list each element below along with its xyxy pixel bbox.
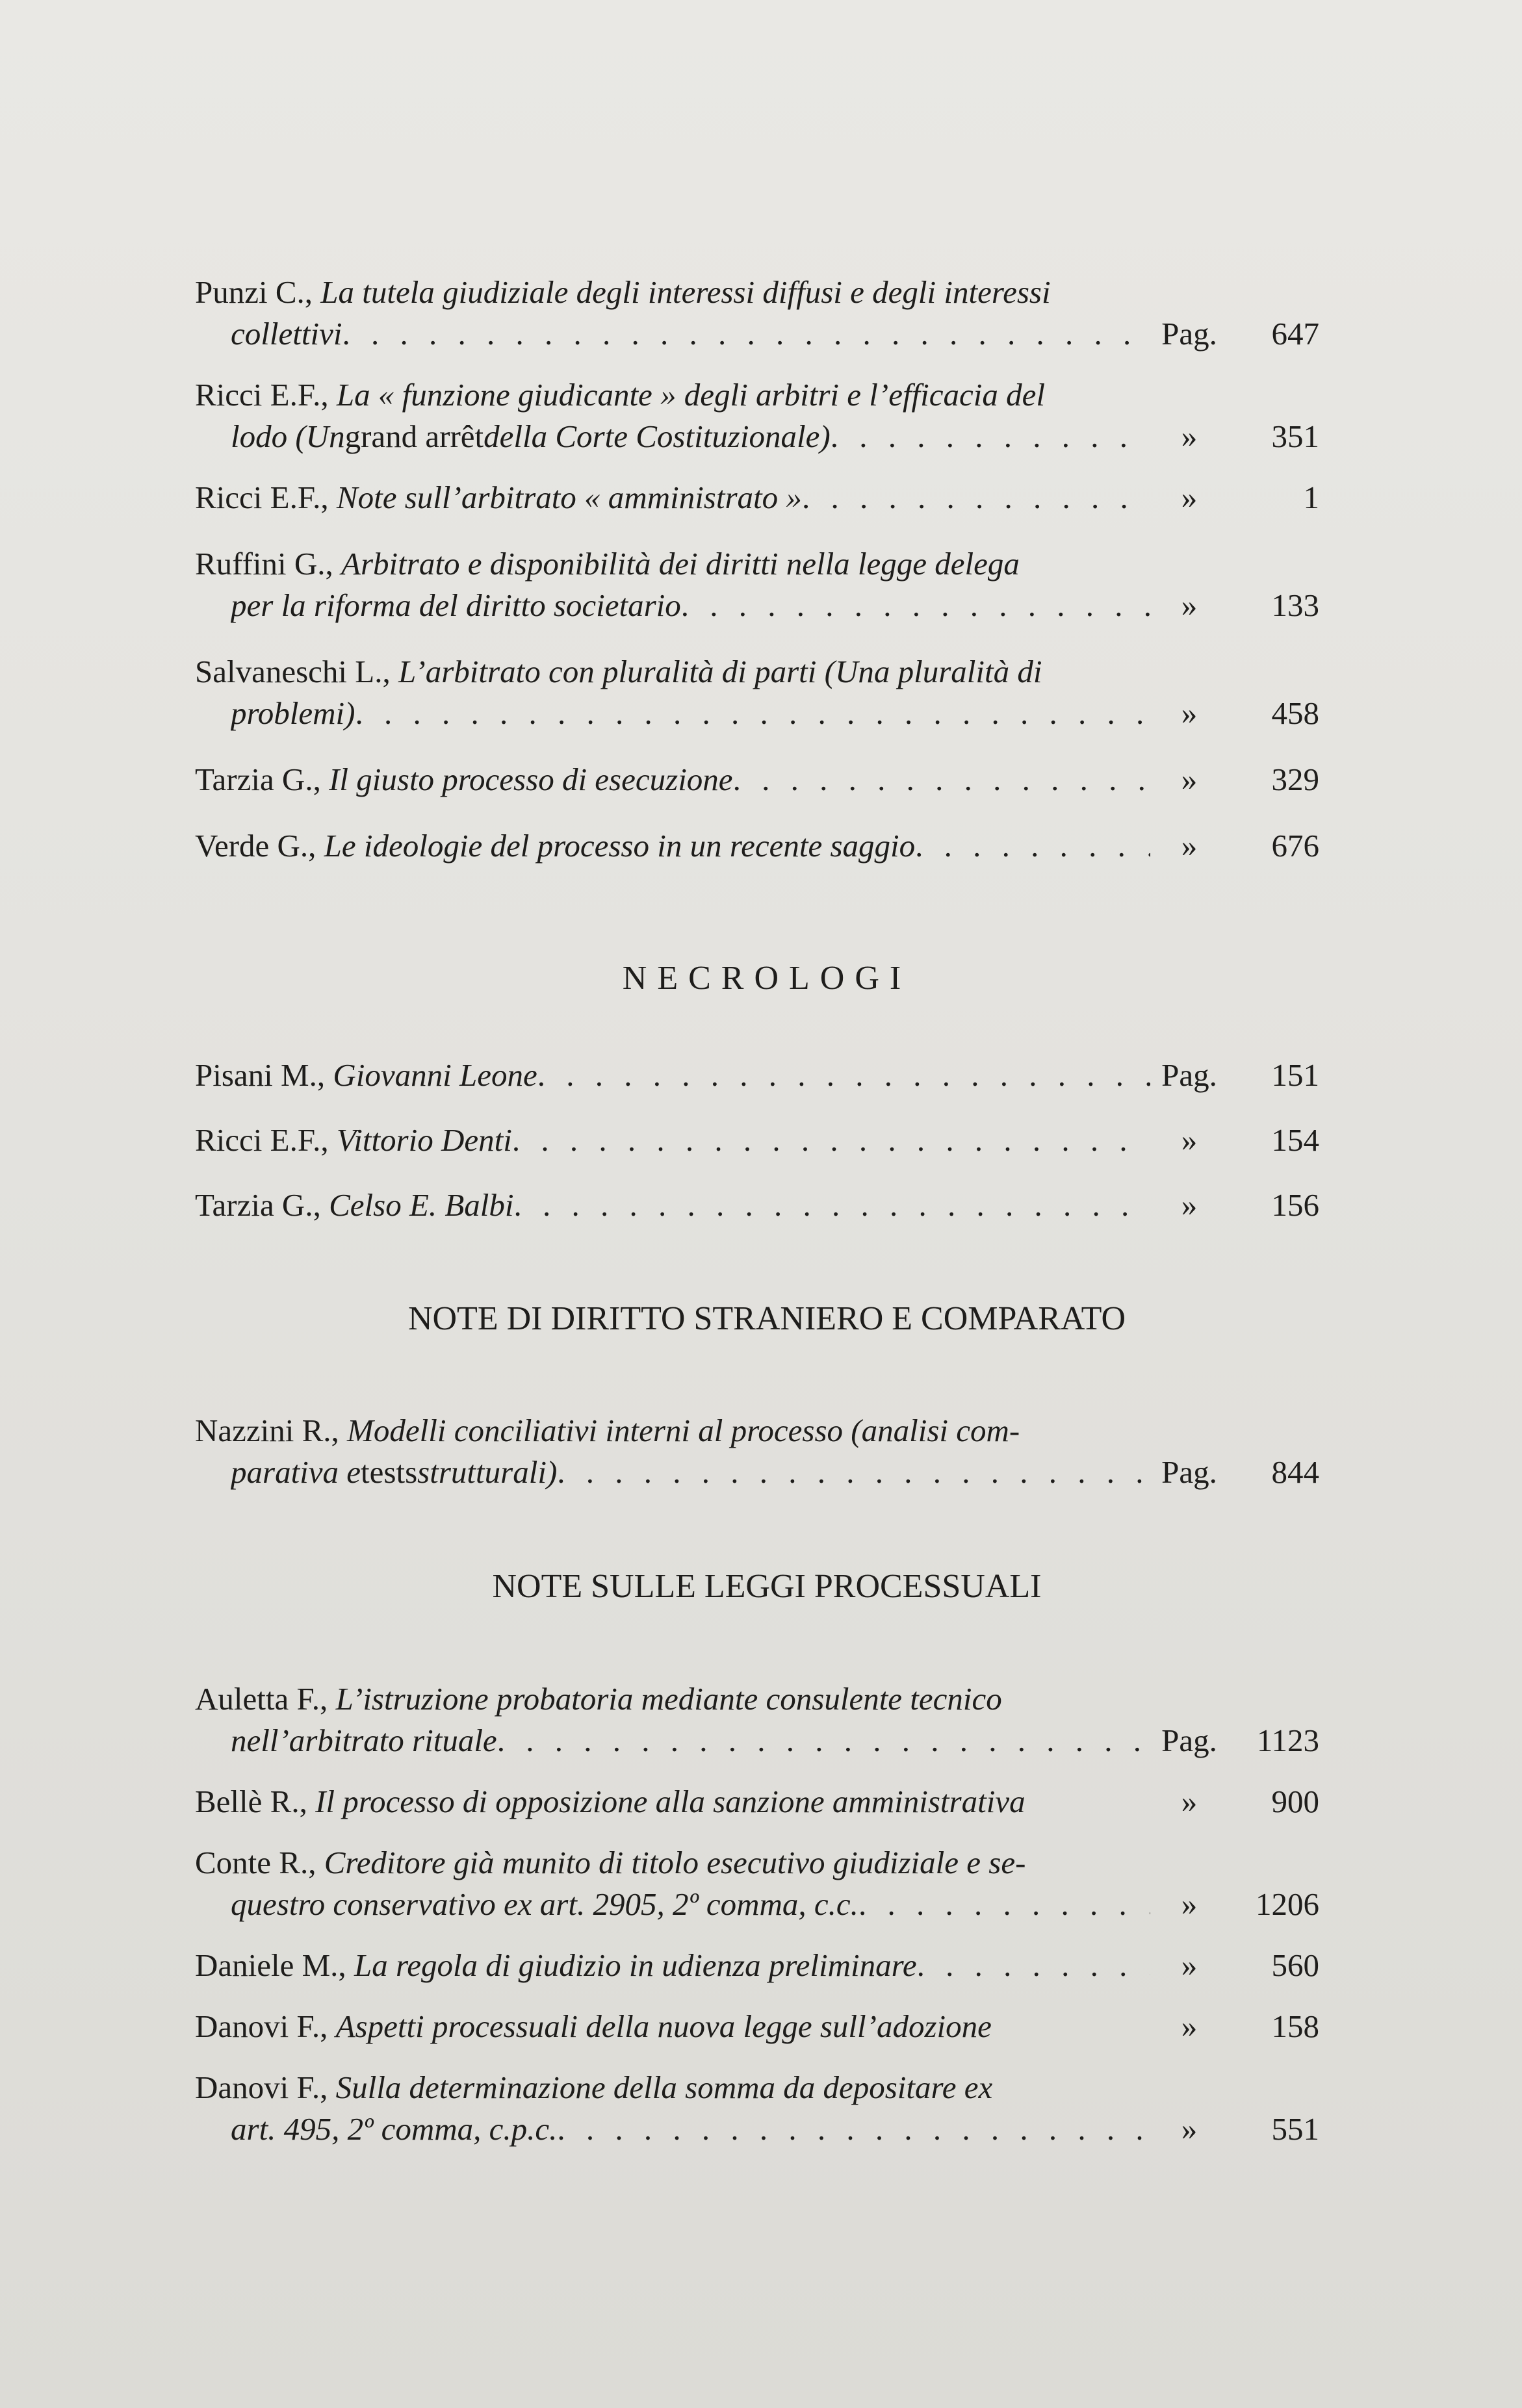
toc-entry (195, 1678, 1339, 1761)
toc-section-necrologi (195, 1055, 1339, 1226)
entry-ref: Pag. (1161, 1454, 1217, 1490)
entry-author: Nazzini R., (195, 1413, 339, 1448)
section-heading-leggi-processuali: NOTE SULLE LEGGI PROCESSUALI (492, 1568, 1042, 1605)
entry-author: Ricci E.F., (195, 480, 329, 515)
entry-title: Creditore già munito di titolo esecutivo giudiziale e se- (324, 1845, 1026, 1880)
entry-ref: » (1181, 1886, 1198, 1922)
entry-author: Auletta F., (195, 1681, 328, 1717)
entry-title: Modelli conciliativi interni al processo (analisi com- (347, 1413, 1020, 1448)
entry-ref: Pag. (1161, 316, 1217, 352)
entry-title: Sulla determinazione della somma da depositare ex (335, 2069, 993, 2105)
entry-author: Danovi F., (195, 2008, 328, 2044)
entry-title: Celso E. Balbi (329, 1187, 514, 1223)
entry-title-cont: art. 495, 2º comma, c.p.c. (231, 2111, 558, 2147)
entry-title-cont: lodo (Un (231, 418, 345, 454)
entry-author: Ricci E.F., (195, 377, 329, 413)
entry-page-number: 1206 (1256, 1886, 1319, 1922)
toc-section-authors (195, 272, 1339, 867)
entry-author: Bellè R., (195, 1784, 307, 1819)
entry-ref: » (1181, 480, 1198, 515)
entry-page-number: 551 (1271, 2111, 1319, 2147)
entry-page-number: 351 (1271, 418, 1319, 454)
entry-title-roman: grand arrêt (344, 418, 484, 454)
entry-page-number: 676 (1271, 828, 1319, 864)
entry-author: Daniele M., (195, 1947, 346, 1983)
toc-entry (195, 651, 1339, 734)
entry-title: La regola di giudizio in udienza preliminare (354, 1947, 917, 1983)
entry-page-number: 900 (1271, 1784, 1319, 1819)
toc-entry (195, 1945, 1339, 1986)
toc-entry (195, 1410, 1339, 1493)
entry-author: Salvaneschi L., (195, 654, 391, 689)
entry-page-number: 133 (1271, 587, 1319, 623)
entry-title-cont: problemi) (231, 695, 355, 731)
entry-ref: » (1181, 2111, 1198, 2147)
toc-entry (195, 825, 1339, 867)
entry-ref: Pag. (1161, 1723, 1217, 1758)
entry-page-number: 1123 (1256, 1723, 1319, 1758)
entry-ref: » (1181, 418, 1198, 454)
entry-title: L’istruzione probatoria mediante consulente tecnico (335, 1681, 1002, 1717)
entry-page-number: 156 (1271, 1187, 1319, 1223)
entry-ref: » (1181, 762, 1198, 797)
entry-title: La « funzione giudicante » degli arbitri e l’efficacia del (336, 377, 1046, 413)
toc-entry (195, 2067, 1339, 2150)
entry-author: Tarzia G., (195, 1187, 321, 1223)
entry-author: Verde G., (195, 828, 316, 864)
entry-title: Il giusto processo di esecuzione (329, 762, 733, 797)
toc-entry (195, 272, 1339, 355)
entry-ref: » (1181, 1187, 1198, 1223)
entry-page-number: 844 (1271, 1454, 1319, 1490)
entry-title-cont: nell’arbitrato rituale (231, 1723, 497, 1758)
entry-page-number: 329 (1271, 762, 1319, 797)
toc-entry (195, 2006, 1339, 2047)
entry-page-number: 647 (1271, 316, 1319, 352)
entry-page-number: 1 (1303, 480, 1319, 515)
entry-page-number: 458 (1271, 695, 1319, 731)
entry-author: Tarzia G., (195, 762, 321, 797)
toc-entry (195, 1055, 1339, 1096)
entry-page-number: 560 (1271, 1947, 1319, 1983)
entry-ref: » (1181, 695, 1198, 731)
entry-author: Ricci E.F., (195, 1122, 329, 1158)
entry-page-number: 158 (1271, 2008, 1319, 2044)
entry-title: Le ideologie del processo in un recente saggio (324, 828, 916, 864)
entry-author: Pisani M., (195, 1057, 326, 1093)
entry-title: Aspetti processuali della nuova legge sull’adozione (335, 2008, 992, 2044)
entry-author: Ruffini G., (195, 546, 333, 582)
entry-ref: » (1181, 1122, 1198, 1158)
entry-title-cont: questro conservativo ex art. 2905, 2º comma, c.c. (231, 1886, 858, 1922)
entry-ref: Pag. (1161, 1057, 1217, 1093)
entry-ref: » (1181, 2008, 1198, 2044)
entry-page-number: 151 (1271, 1057, 1319, 1093)
toc-entry (195, 1185, 1339, 1226)
entry-title: La tutela giudiziale degli interessi diffusi e degli interessi (320, 274, 1051, 310)
toc-entry (195, 374, 1339, 457)
toc-entry (195, 759, 1339, 801)
entry-ref: » (1181, 587, 1198, 623)
entry-title: Note sull’arbitrato « amministrato » (336, 480, 802, 515)
toc-section-leggi-processuali (195, 1678, 1339, 2150)
entry-page-number: 154 (1271, 1122, 1319, 1158)
entry-title: L’arbitrato con pluralità di parti (Una pluralità di (398, 654, 1042, 689)
entry-title: Giovanni Leone (333, 1057, 537, 1093)
entry-title-roman: tests (361, 1454, 418, 1490)
entry-ref: » (1181, 1784, 1198, 1819)
entry-title: Il processo di opposizione alla sanzione amministrativa (315, 1784, 1025, 1819)
toc-entry (195, 1842, 1339, 1925)
toc-entry (195, 1120, 1339, 1161)
entry-title: Arbitrato e disponibilità dei diritti nella legge delega (341, 546, 1020, 582)
entry-title-cont: strutturali) (417, 1454, 558, 1490)
section-heading-diritto-straniero: NOTE DI DIRITTO STRANIERO E COMPARATO (407, 1300, 1126, 1337)
entry-title-cont: per la riforma del diritto societario (231, 587, 681, 623)
toc-section-diritto-straniero (195, 1410, 1339, 1493)
entry-title-cont: parativa e (231, 1454, 361, 1490)
toc-entry (195, 543, 1339, 626)
entry-title-cont: collettivi (231, 316, 342, 352)
entry-author: Danovi F., (195, 2069, 328, 2105)
section-heading-necrologi: NECROLOGI (622, 960, 912, 997)
entry-author: Punzi C., (195, 274, 313, 310)
entry-ref: » (1181, 828, 1198, 864)
entry-title-cont: della Corte Costituzionale) (484, 418, 831, 454)
toc-entry (195, 477, 1339, 519)
entry-ref: » (1181, 1947, 1198, 1983)
entry-title: Vittorio Denti (336, 1122, 512, 1158)
toc-entry (195, 1781, 1339, 1823)
entry-author: Conte R., (195, 1845, 316, 1880)
